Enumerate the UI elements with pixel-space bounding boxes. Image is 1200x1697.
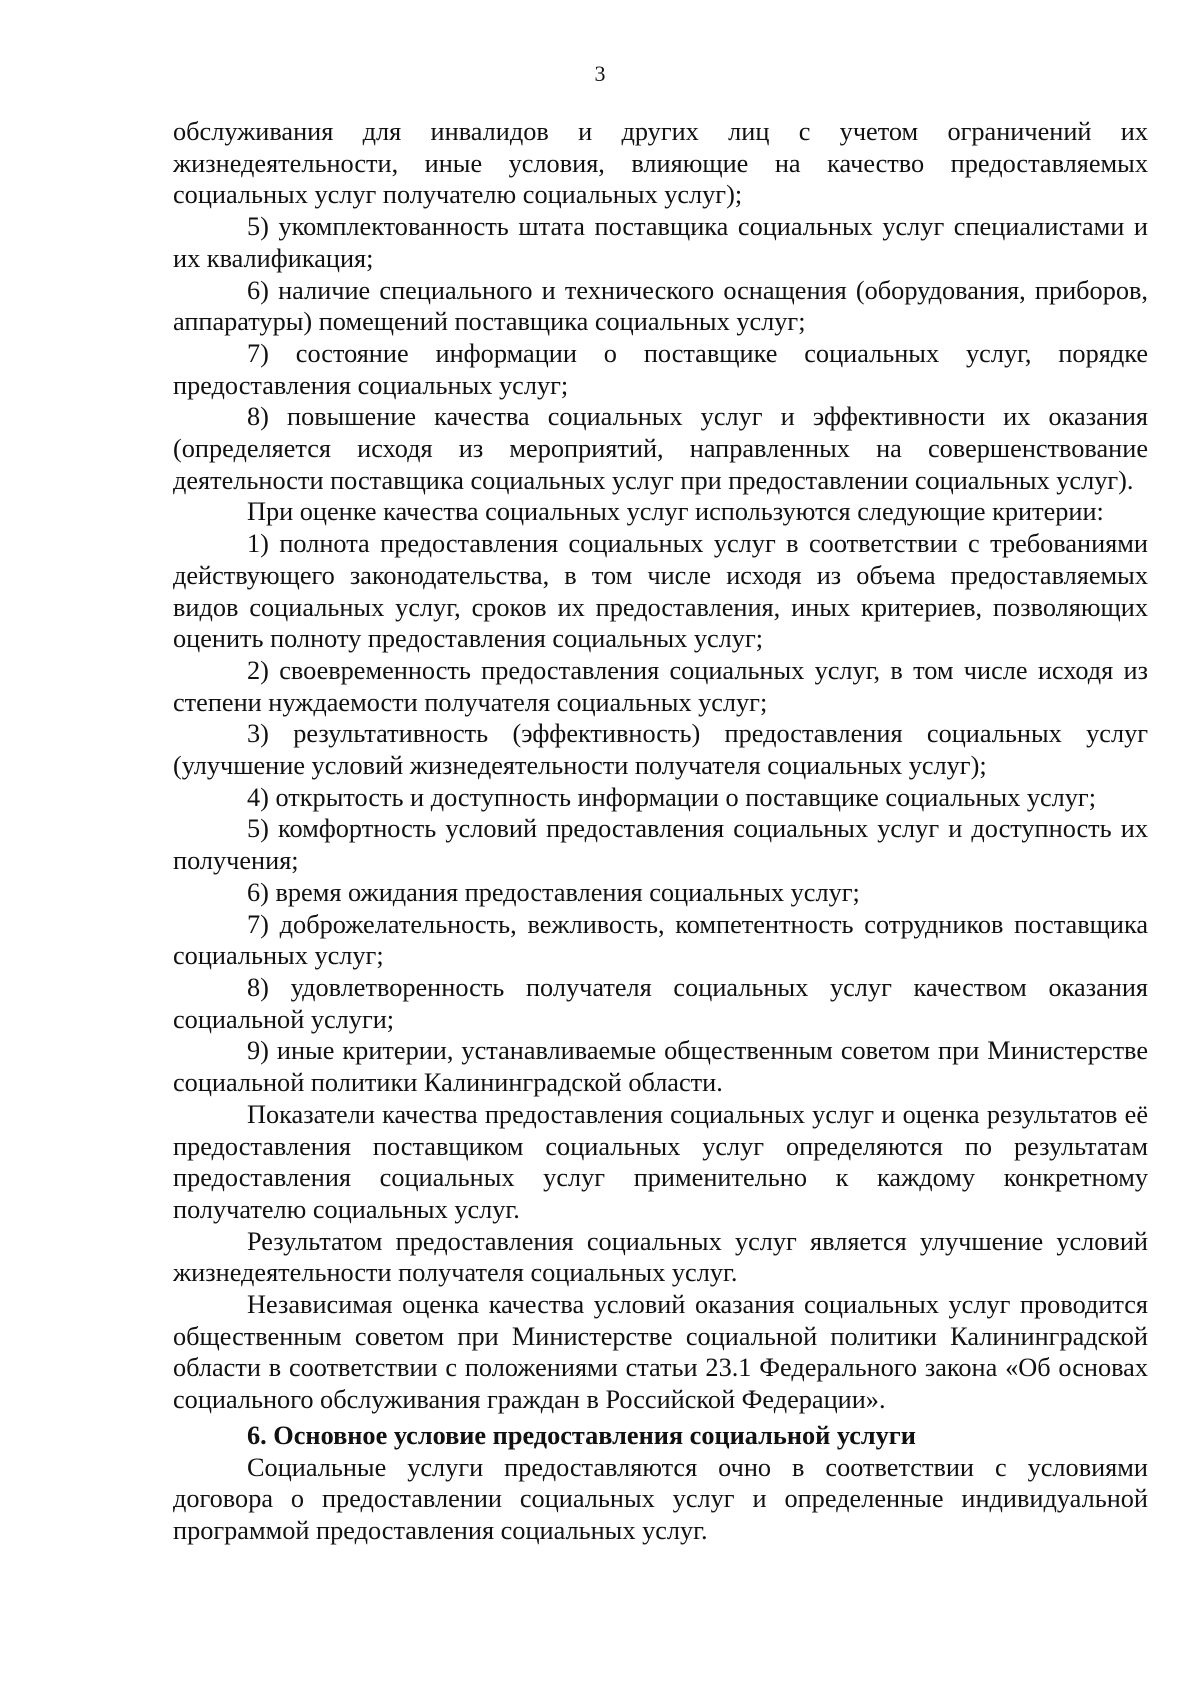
paragraph-result: Результатом предоставления социальных услуг является улучшение условий жизнедеятельности получателя социальных услуг. xyxy=(173,1226,1148,1288)
paragraph-criterion-9: 9) иные критерии, устанавливаемые общественным советом при Министерстве социальной политики Калининградской области. xyxy=(173,1036,1148,1098)
paragraph-item-6-equipment: 6) наличие специального и технического оснащения (оборудования, приборов, аппаратуры) помещений поставщика социальных услуг; xyxy=(173,275,1148,337)
paragraph-quality-indicators: Показатели качества предоставления социальных услуг и оценка результатов её предоставления поставщиком социальных услуг определяются по результатам предоставления социальных услуг применительно к каждому конкретному получателю социальных услуг. xyxy=(173,1099,1148,1224)
paragraph-criterion-2: 2) своевременность предоставления социальных услуг, в том числе исходя из степени нуждаемости получателя социальных услуг; xyxy=(173,655,1148,717)
paragraph-criterion-1: 1) полнота предоставления социальных услуг в соответствии с требованиями действующего законодательства, в том числе исходя из объема предоставляемых видов социальных услуг, сроков их предоставления, иных критериев, позволяющих оценить полноту предоставления социальных услуг; xyxy=(173,529,1148,654)
paragraph-criterion-3: 3) результативность (эффективность) предоставления социальных услуг (улучшение условий жизнедеятельности получателя социальных услуг); xyxy=(173,719,1148,781)
paragraph-criteria-intro: При оценке качества социальных услуг используются следующие критерии: xyxy=(247,497,1104,527)
section-6-heading: 6. Основное условие предоставления социальной услуги xyxy=(247,1420,916,1450)
section-6-paragraph: Социальные услуги предоставляются очно в соответствии с условиями договора о предоставлении социальных услуг и определенные индивидуальной программой предоставления социальных услуг. xyxy=(173,1452,1148,1545)
page-number: 3 xyxy=(594,61,606,86)
document-body xyxy=(173,116,1148,1547)
paragraph-item-5-staffing: 5) укомплектованность штата поставщика социальных услуг специалистами и их квалификация; xyxy=(173,212,1148,273)
paragraph-criterion-8: 8) удовлетворенность получателя социальных услуг качеством оказания социальной услуги; xyxy=(173,972,1148,1034)
paragraph-criterion-6: 6) время ожидания предоставления социальных услуг; xyxy=(247,877,860,907)
paragraph-item-7-information: 7) состояние информации о поставщике социальных услуг, порядке предоставления социальных услуг; xyxy=(173,338,1148,400)
paragraph-independent-assessment: Независимая оценка качества условий оказания социальных услуг проводится общественным советом при Министерстве социальной политики Калининградской области в соответствии с положениями статьи 23.1 Федерального закона «Об основах социального обслуживания граждан в Российской Федерации». xyxy=(173,1290,1148,1415)
paragraph-criterion-7: 7) доброжелательность, вежливость, компетентность сотрудников поставщика социальных услуг; xyxy=(173,909,1148,971)
paragraph-criterion-4: 4) открытость и доступность информации о поставщике социальных услуг; xyxy=(247,782,1097,812)
paragraph-criterion-5: 5) комфортность условий предоставления социальных услуг и доступность их получения; xyxy=(173,814,1148,876)
paragraph-continuation: обслуживания для инвалидов и других лиц с учетом ограничений их жизнедеятельности, иные условия, влияющие на качество предоставляемых социальных услуг получателю социальных услуг); xyxy=(173,117,1148,210)
paragraph-item-8-quality: 8) повышение качества социальных услуг и эффективности их оказания (определяется исходя из мероприятий, направленных на совершенствование деятельности поставщика социальных услуг при предоставлении социальных услуг). xyxy=(173,402,1148,495)
